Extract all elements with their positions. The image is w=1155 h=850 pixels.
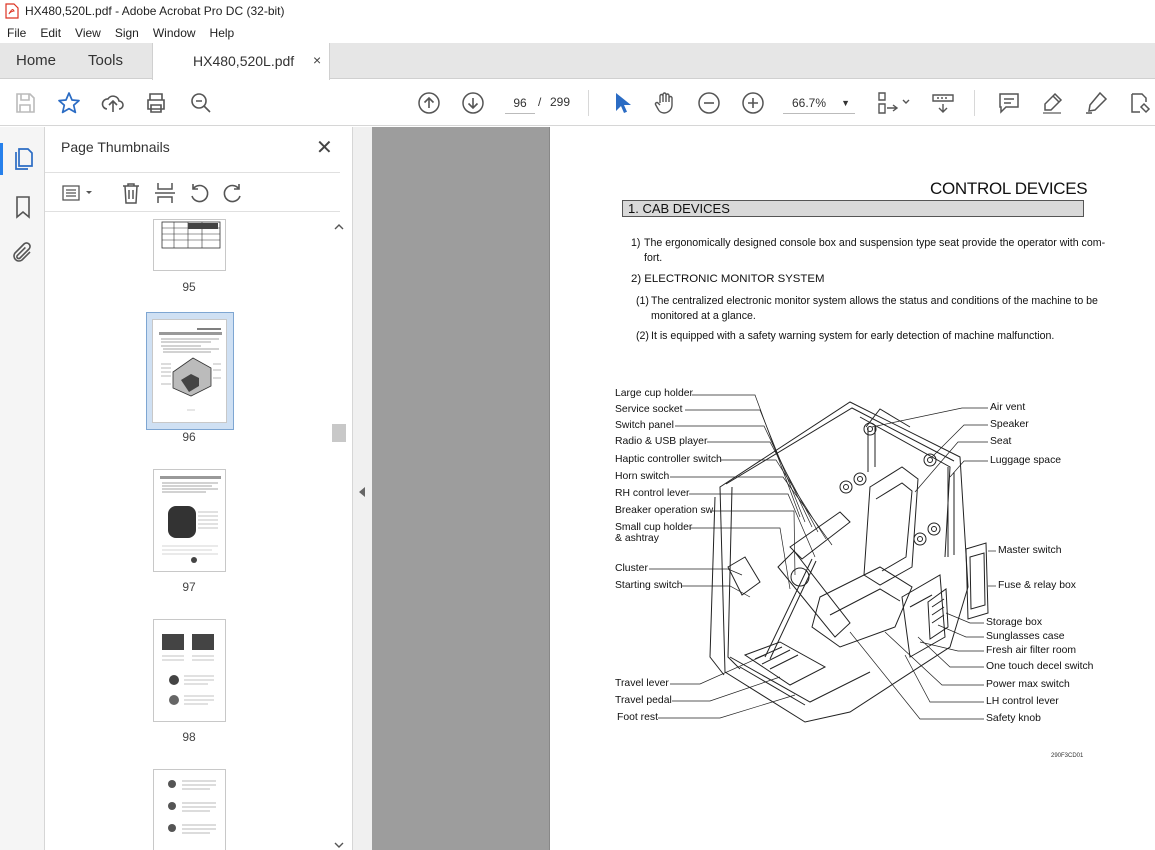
acrobat-pdf-icon [5, 3, 19, 19]
zoom-in-icon[interactable] [741, 91, 765, 115]
thumbnail-scrollbar[interactable] [331, 219, 347, 849]
page-thumbnail[interactable] [153, 469, 226, 572]
tab-close-icon[interactable]: × [313, 52, 322, 68]
delete-icon[interactable] [119, 181, 143, 205]
label-ashtray: & ashtray [615, 533, 659, 544]
menu-window[interactable]: Window [152, 25, 196, 40]
sub2-line1: It is equipped with a safety warning system for early detection of machine malfunction. [651, 330, 1055, 342]
label-travel-lever: Travel lever [615, 678, 669, 689]
window-title: HX480,520L.pdf - Adobe Acrobat Pro DC (32-bit) [25, 4, 285, 18]
menu-file[interactable]: File [7, 25, 27, 40]
label-fuse-relay-box: Fuse & relay box [998, 580, 1076, 591]
bookmark-star-icon[interactable] [57, 91, 81, 115]
menu-help[interactable]: Help [209, 25, 235, 40]
zoom-level-value: 66.7% [792, 96, 827, 110]
label-master-switch: Master switch [998, 545, 1062, 556]
close-icon[interactable]: ✕ [316, 137, 333, 159]
panel-splitter[interactable] [353, 127, 372, 850]
tab-document-label: HX480,520L.pdf [193, 53, 295, 69]
page-thumbnail-number: 96 [182, 430, 196, 444]
sub1-line2: monitored at a glance. [651, 310, 756, 322]
sign-icon[interactable] [1084, 91, 1108, 115]
panel-title: Page Thumbnails [61, 139, 170, 155]
collapse-panel-icon[interactable] [359, 487, 365, 497]
redact-icon[interactable] [1128, 91, 1152, 115]
label-radio-usb-player: Radio & USB player [615, 436, 708, 447]
thumbnail-preview [153, 320, 228, 424]
options-menu-icon[interactable] [61, 181, 95, 205]
thumbnail-preview [154, 770, 227, 850]
menu-view[interactable]: View [75, 25, 101, 40]
figure-code: 290F3CD01 [1051, 753, 1084, 759]
label-travel-pedal: Travel pedal [615, 695, 672, 706]
pdf-page [549, 127, 1155, 850]
label-luggage-space: Luggage space [990, 455, 1062, 466]
label-switch-panel: Switch panel [615, 420, 674, 431]
next-page-icon[interactable] [461, 91, 485, 115]
tab-document[interactable] [152, 43, 330, 80]
label-large-cup-holder: Large cup holder [615, 388, 693, 399]
active-indicator [0, 143, 3, 175]
page-thumbnail-number: 98 [182, 730, 196, 744]
label-small-cup-holder: Small cup holder [615, 522, 693, 533]
search-zoom-icon[interactable] [189, 91, 213, 115]
rotate-right-icon[interactable] [221, 181, 245, 205]
para1-line1: The ergonomically designed console box and suspension type seat provide the operator with com- [644, 237, 1106, 249]
label-seat: Seat [990, 436, 1012, 447]
label-cluster: Cluster [615, 563, 648, 574]
label-fresh-air-filter-room: Fresh air filter room [986, 645, 1077, 656]
title-bar [0, 0, 1155, 22]
tab-bar [0, 43, 1155, 79]
sub2-number: (2) [636, 330, 649, 342]
toolbar [0, 80, 1155, 126]
sub1-line1: The centralized electronic monitor system allows the status and conditions of the machine to be [651, 295, 1098, 307]
fit-page-icon[interactable] [876, 91, 912, 115]
bookmarks-icon[interactable] [11, 195, 35, 219]
scroll-mode-icon[interactable] [931, 91, 955, 115]
page-heading: CONTROL DEVICES [930, 179, 1088, 198]
menu-sign[interactable]: Sign [114, 25, 139, 40]
document-canvas-background [372, 127, 549, 850]
label-sunglasses-case: Sunglasses case [986, 631, 1065, 642]
label-horn-switch: Horn switch [615, 471, 670, 482]
page-thumbnails-panel [45, 127, 353, 850]
menu-bar [0, 22, 1155, 43]
zoom-level-select[interactable] [783, 92, 855, 114]
label-foot-rest: Foot rest [617, 712, 658, 723]
menu-edit[interactable]: Edit [40, 25, 62, 40]
tab-home[interactable]: Home [16, 52, 57, 69]
select-cursor-icon[interactable] [610, 91, 634, 115]
toolbar-divider [588, 90, 589, 116]
label-speaker: Speaker [990, 419, 1029, 430]
hand-icon[interactable] [653, 91, 677, 115]
zoom-out-icon[interactable] [697, 91, 721, 115]
highlight-icon[interactable] [1040, 91, 1064, 115]
section-heading: 1. CAB DEVICES [622, 200, 1084, 217]
thumbnail-preview [154, 620, 227, 723]
page-number-input[interactable]: 96 [505, 92, 535, 114]
page-thumbnail[interactable] [153, 769, 226, 850]
sub1-number: (1) [636, 295, 649, 307]
tab-tools[interactable]: Tools [88, 52, 124, 69]
chevron-down-icon: ▼ [841, 98, 850, 108]
prev-page-icon[interactable] [417, 91, 441, 115]
para1-number: 1) [631, 237, 641, 249]
page-thumbnail[interactable] [153, 219, 226, 271]
extract-pages-icon[interactable] [153, 181, 177, 205]
para2-heading: 2) ELECTRONIC MONITOR SYSTEM [631, 273, 825, 285]
label-one-touch-decel-switch: One touch decel switch [986, 661, 1094, 672]
label-power-max-switch: Power max switch [986, 679, 1070, 690]
label-storage-box: Storage box [986, 617, 1043, 628]
label-breaker-operation-sw: Breaker operation sw [615, 505, 714, 516]
attachments-icon[interactable] [11, 241, 35, 265]
page-separator: / [538, 95, 542, 109]
comment-icon[interactable] [997, 91, 1021, 115]
label-haptic-controller-switch: Haptic controller switch [615, 454, 722, 465]
scroll-down-icon[interactable] [331, 839, 347, 850]
rotate-left-icon[interactable] [187, 181, 211, 205]
label-safety-knob: Safety knob [986, 713, 1041, 724]
left-navigation-rail [0, 127, 45, 850]
scroll-up-icon[interactable] [331, 221, 347, 233]
label-rh-control-lever: RH control lever [615, 488, 690, 499]
upload-icon[interactable] [101, 91, 125, 115]
para1-line2: fort. [644, 252, 663, 264]
page-thumbnail-number: 95 [182, 280, 196, 294]
thumbnail-toolbar [45, 172, 340, 212]
page-total: 299 [550, 95, 571, 109]
page-thumbnail-number: 97 [182, 580, 196, 594]
label-starting-switch: Starting switch [615, 580, 683, 591]
label-air-vent: Air vent [990, 402, 1026, 413]
print-icon[interactable] [144, 91, 168, 115]
pages-icon[interactable] [11, 147, 35, 171]
save-icon[interactable] [13, 91, 37, 115]
scrollbar-thumb[interactable] [332, 424, 346, 442]
label-service-socket: Service socket [615, 404, 683, 415]
thumbnail-preview [154, 220, 227, 272]
page-thumbnail[interactable] [153, 619, 226, 722]
thumbnail-preview [154, 470, 227, 573]
page-thumbnail-selected[interactable] [152, 319, 227, 423]
label-lh-control-lever: LH control lever [986, 696, 1059, 707]
toolbar-divider [974, 90, 975, 116]
